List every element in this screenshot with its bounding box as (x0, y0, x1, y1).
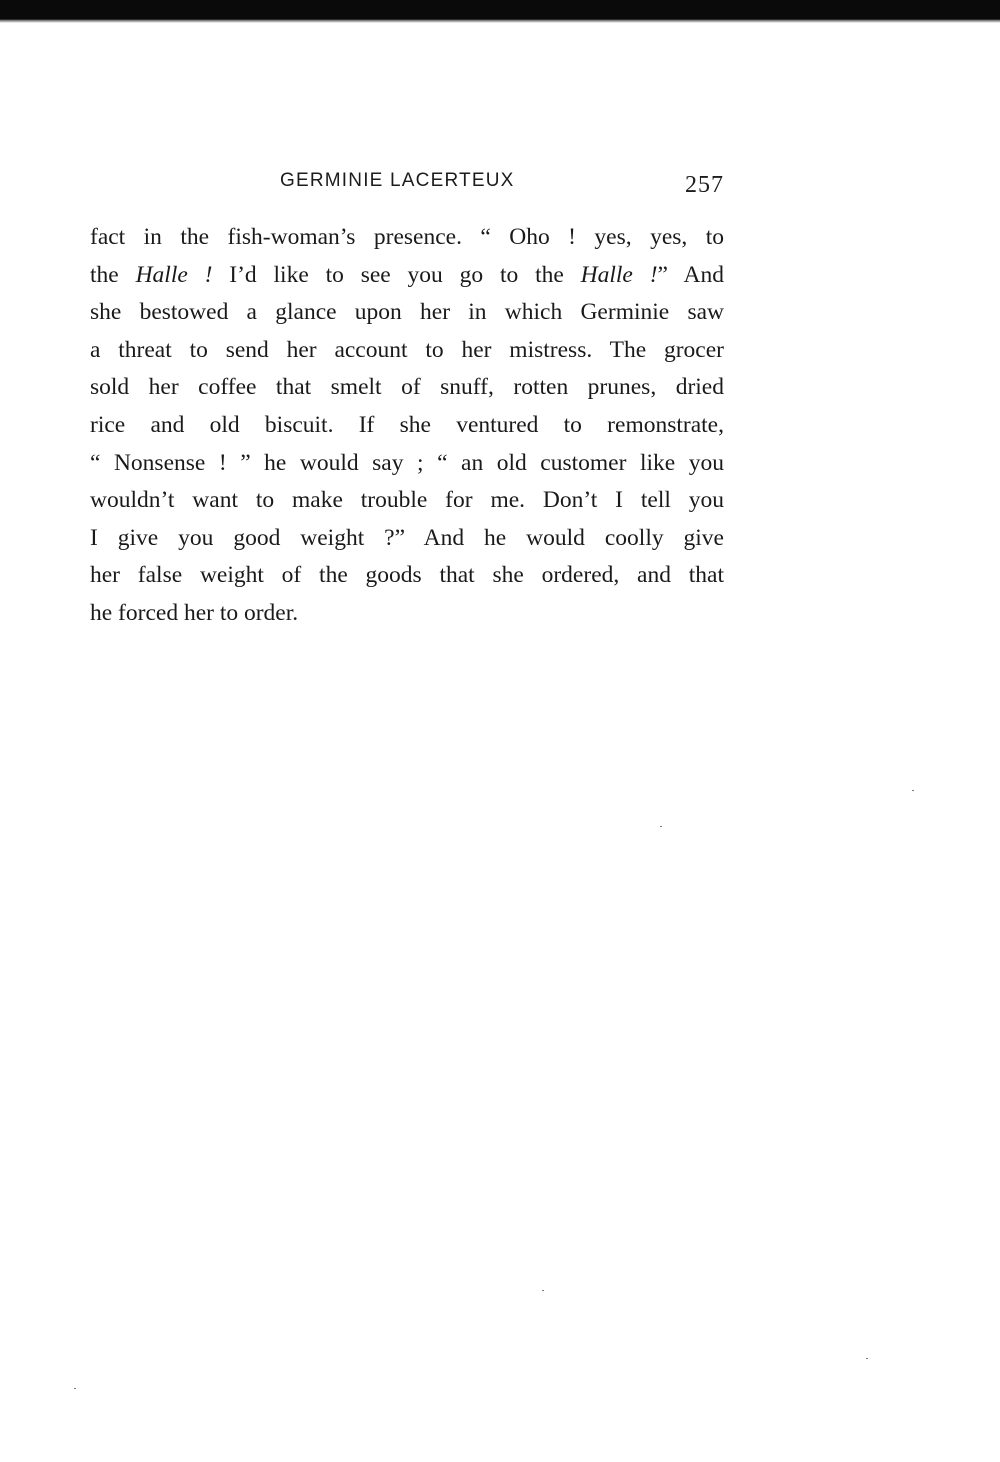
text-line: a threat to send her account to her mistress. The grocer (90, 336, 724, 363)
text-segment: the (90, 261, 136, 288)
body-text (90, 219, 724, 633)
text-segment: I’d like to see you go to the (212, 261, 581, 288)
text-line: sold her coffee that smelt of snuff, rotten prunes, dried (90, 374, 724, 401)
text-line: her false weight of the goods that she ordered, and that (90, 562, 724, 589)
scan-speck (866, 1358, 868, 1359)
text-line: wouldn’t want to make trouble for me. Don’t I tell you (90, 487, 724, 514)
text-line: I give you good weight ?” And he would coolly give (90, 524, 724, 551)
page-number: 257 (685, 172, 724, 198)
page-top-border (0, 0, 1000, 20)
scan-speck (660, 826, 662, 827)
scan-speck (74, 1388, 76, 1389)
text-line (90, 257, 724, 295)
scan-speck (542, 1290, 544, 1291)
text-line: she bestowed a glance upon her in which Germinie saw (90, 299, 724, 326)
italic-text: Halle ! (580, 261, 658, 288)
running-title: GERMINIE LACERTEUX (280, 170, 515, 191)
text-line: rice and old biscuit. If she ventured to remonstrate, (90, 411, 724, 438)
italic-text: Halle ! (135, 261, 213, 288)
scan-speck (912, 790, 914, 791)
text-line: fact in the fish-woman’s presence. “ Oho ! yes, yes, to (90, 224, 724, 250)
text-segment: ” And (657, 261, 724, 288)
running-head (90, 170, 724, 200)
text-line: he forced her to order. (90, 599, 299, 626)
text-line: “ Nonsense ! ” he would say ; “ an old customer like you (90, 449, 724, 476)
